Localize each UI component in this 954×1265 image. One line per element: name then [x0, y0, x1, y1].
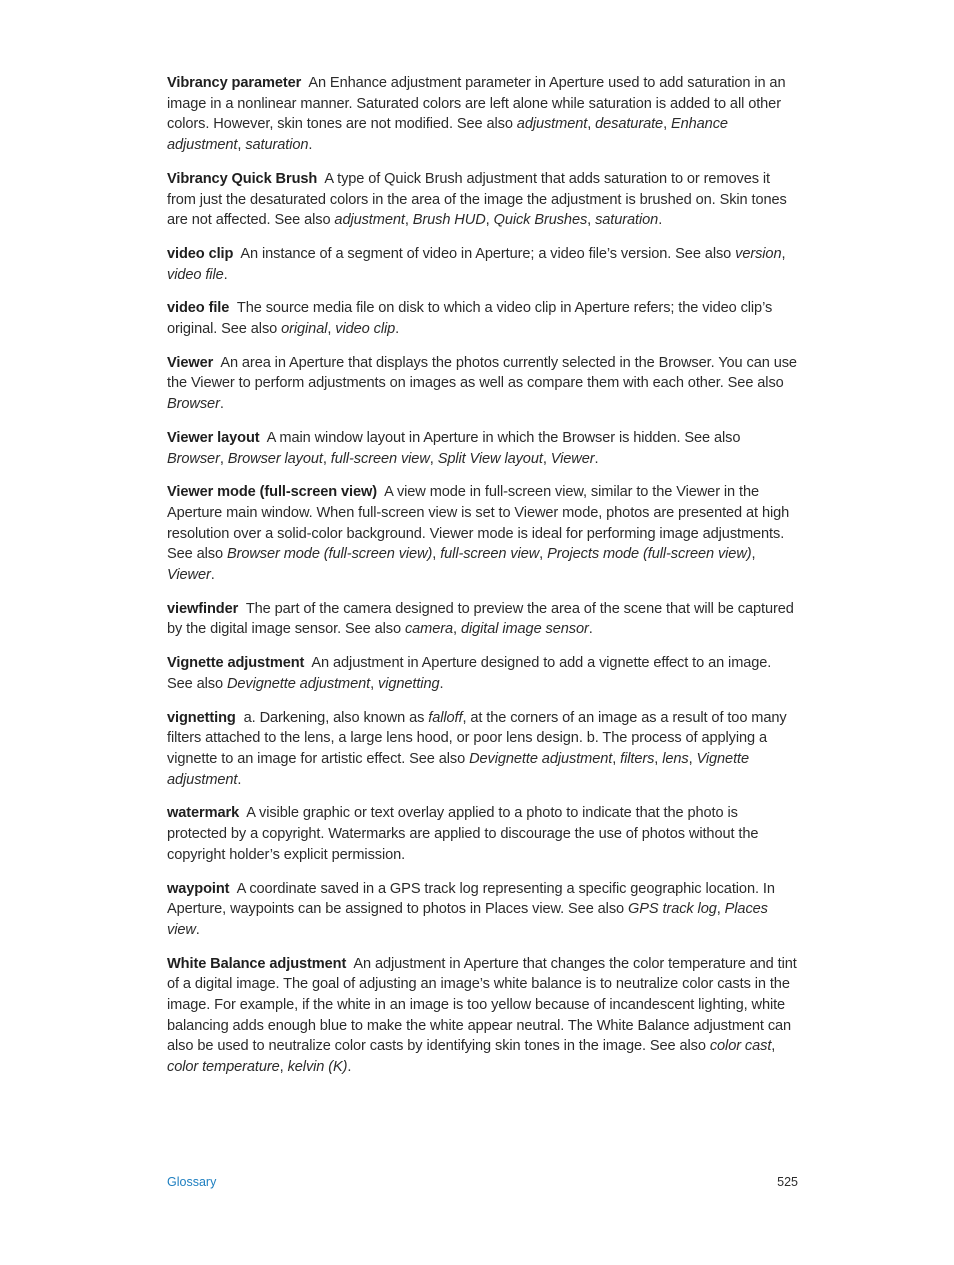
see-also-reference: video file: [167, 266, 224, 283]
glossary-term: Vibrancy Quick Brush: [167, 170, 318, 187]
glossary-entry: Vibrancy Quick Brush A type of Quick Brush adjustment that adds saturation to or removes it from just the desaturated colors in the area of the image the adjustment is brushed on. Skin tones are not affected. See also adjustment, Brush HUD, Quick Brushes, saturation.: [167, 170, 787, 229]
glossary-entry: viewfinder The part of the camera designed to preview the area of the scene that will be captured by the digital image sensor. See also camera, digital image sensor.: [167, 600, 794, 638]
glossary-definition: A type of Quick Brush adjustment that adds saturation to or removes it from just the desaturated colors in the area of the image the adjustment is brushed on. Skin tones are not affected. See also: [167, 170, 787, 229]
see-also-reference: Vignette adjustment: [167, 750, 750, 788]
see-also-reference: full-screen view: [330, 450, 430, 467]
glossary-definition: An instance of a segment of video in Aperture; a video file’s version. See also: [240, 245, 736, 262]
see-also-reference: filters: [620, 750, 655, 767]
glossary-entry: [167, 803, 800, 865]
glossary-definition: An adjustment in Aperture designed to add a vignette effect to an image. See also: [167, 655, 772, 692]
see-also-reference: Projects mode (full-screen view): [547, 546, 752, 563]
glossary-emphasis: falloff: [428, 709, 463, 726]
glossary-definition: , at the corners of an image as a result of too many filters attached to the lens, a large lens hood, or poor lens design. b. The process of applying a vignette to an image for artistic effect. See also: [167, 709, 787, 767]
glossary-term: Viewer: [167, 354, 214, 371]
glossary-term: vignetting: [167, 709, 236, 726]
glossary-entry: Viewer layout A main window layout in Aperture in which the Browser is hidden. See also Browser, Browser layout, full-screen view, Split View layout, Viewer.: [167, 429, 741, 467]
glossary-entry: Viewer mode (full-screen view) A view mode in full-screen view, similar to the Viewer in the Aperture main window. When full-screen view is set to Viewer mode, photos are presented at high resolution over a solid-color background. Viewer mode is ideal for performing image adjustments. See also Browser mode (full-screen view), full-screen view, Projects mode (full-screen view), Viewer.: [167, 484, 790, 584]
see-also-reference: Browser: [167, 396, 220, 413]
glossary-term: watermark: [167, 805, 240, 822]
glossary-term: viewfinder: [167, 600, 239, 617]
glossary-page: [167, 73, 800, 1091]
glossary-definition: A view mode in full-screen view, similar to the Viewer in the Aperture main window. When full-screen view is set to Viewer mode, photos are presented at high resolution over a solid-color background. Viewer mode is ideal for performing image adjustments. See also: [167, 484, 790, 563]
glossary-definition: A visible graphic or text overlay applied to a photo to indicate that the photo is protected by a copyright. Watermarks are applied to discourage the use of photos without the copyright holder’s explicit permission.: [167, 805, 759, 863]
glossary-entry: Viewer An area in Aperture that displays the photos currently selected in the Browser. You can use the Viewer to perform adjustments on images as well as compare them with each other. See also Browser.: [167, 354, 797, 413]
glossary-entry: waypoint A coordinate saved in a GPS track log representing a specific geographic location. In Aperture, waypoints can be assigned to photos in Places view. See also GPS track log, Places view.: [167, 880, 775, 938]
see-also-reference: saturation: [595, 212, 659, 229]
glossary-entry: Vignette adjustment An adjustment in Aperture designed to add a vignette effect to an image. See also Devignette adjustment, vignetting.: [167, 655, 772, 692]
see-also-reference: adjustment: [334, 212, 405, 229]
see-also-reference: Viewer: [167, 567, 211, 584]
glossary-definition: An adjustment in Aperture that changes the color temperature and tint of a digital image. The goal of adjusting an image’s white balance is to neutralize color casts in the image. For example, if the white in an image is too yellow because of incandescent lighting, white balancing adds enough blue to make the white appear neutral. The White Balance adjustment can also be used to neutralize color casts by identifying skin tones in the image. See also: [167, 955, 797, 1055]
see-also-reference: Brush HUD: [412, 212, 486, 229]
glossary-term: Viewer mode (full-screen view): [167, 484, 378, 501]
glossary-definition: A coordinate saved in a GPS track log representing a specific geographic location. In Aperture, waypoints can be assigned to photos in Places view. See also: [167, 880, 775, 918]
see-also-reference: color temperature: [167, 1059, 280, 1076]
see-also-reference: saturation: [245, 137, 309, 154]
see-also-reference: Browser layout: [227, 450, 323, 467]
glossary-entries: [167, 73, 800, 1078]
glossary-definition: The part of the camera designed to preview the area of the scene that will be captured by the digital image sensor. See also: [167, 600, 794, 638]
see-also-reference: original: [281, 321, 328, 338]
see-also-reference: version: [735, 245, 782, 262]
glossary-entry: vignetting a. Darkening, also known as falloff, at the corners of an image as a result of too many filters attached to the lens, a large lens hood, or poor lens design. b. The process of applying a vignette to an image for artistic effect. See also Devignette adjustment, filters, lens, Vignette adjustment.: [167, 709, 787, 788]
glossary-entry: video clip An instance of a segment of video in Aperture; a video file’s version. See also version, video file.: [167, 245, 786, 283]
glossary-term: waypoint: [167, 880, 230, 897]
see-also-reference: Split View layout: [437, 450, 543, 467]
see-also-reference: camera: [404, 621, 454, 638]
see-also-reference: Browser mode (full-screen view): [226, 546, 433, 563]
glossary-definition: An area in Aperture that displays the photos currently selected in the Browser. You can use the Viewer to perform adjustments on images as well as compare them with each other. See also: [167, 354, 797, 392]
glossary-definition: An Enhance adjustment parameter in Aperture used to add saturation in an image in a nonlinear manner. Saturated colors are left alone while saturation is added to all other colors. However, skin tones are not modified. See also: [167, 75, 786, 133]
glossary-entry: video file The source media file on disk to which a video clip in Aperture refers; the video clip’s original. See also original, video clip.: [167, 300, 773, 338]
see-also-reference: color cast: [709, 1038, 772, 1055]
glossary-term: video file: [167, 300, 230, 317]
glossary-term: Vibrancy parameter: [167, 75, 302, 91]
glossary-definition: A main window layout in Aperture in which the Browser is hidden. See also: [266, 429, 741, 446]
see-also-reference: desaturate: [595, 116, 664, 133]
see-also-reference: Browser: [167, 450, 220, 467]
glossary-entry: White Balance adjustment An adjustment in Aperture that changes the color temperature and tint of a digital image. The goal of adjusting an image’s white balance is to neutralize color casts in the image. For example, if the white in an image is too yellow because of incandescent lighting, white balancing adds enough blue to make the white appear neutral. The White Balance adjustment can also be used to neutralize color casts by identifying skin tones in the image. See also color cast, color temperature, kelvin (K).: [167, 955, 797, 1076]
glossary-term: video clip: [167, 245, 234, 262]
see-also-reference: Devignette adjustment: [469, 750, 613, 767]
glossary-definition: a. Darkening, also known as: [243, 709, 429, 726]
glossary-term: White Balance adjustment: [167, 955, 347, 972]
see-also-reference: video clip: [335, 321, 396, 338]
see-also-reference: Devignette adjustment: [226, 675, 371, 692]
see-also-reference: kelvin (K): [287, 1059, 348, 1076]
glossary-term: Viewer layout: [167, 429, 260, 446]
footer-page-number: 525: [777, 1175, 798, 1189]
see-also-reference: GPS track log: [628, 901, 717, 918]
see-also-reference: lens: [662, 750, 689, 767]
glossary-term: Vignette adjustment: [167, 655, 305, 672]
see-also-reference: Enhance adjustment: [167, 116, 728, 154]
footer-section-link[interactable]: Glossary: [167, 1175, 217, 1189]
see-also-reference: adjustment: [516, 116, 588, 133]
glossary-entry: Vibrancy parameter An Enhance adjustment parameter in Aperture used to add saturation in an image in a nonlinear manner. Saturated colors are left alone while saturation is added to all other colors. However, skin tones are not modified. See also adjustment, desaturate, Enhance adjustment, saturation.: [167, 75, 786, 154]
see-also-reference: Places view: [167, 901, 768, 938]
page-footer: [167, 1172, 798, 1192]
see-also-reference: Quick Brushes: [493, 212, 588, 229]
see-also-reference: Viewer: [550, 450, 595, 467]
glossary-definition: The source media file on disk to which a video clip in Aperture refers; the video clip’s original. See also: [167, 300, 773, 338]
see-also-reference: full-screen view: [440, 546, 540, 563]
see-also-reference: digital image sensor: [460, 621, 589, 638]
see-also-reference: vignetting: [378, 675, 440, 692]
